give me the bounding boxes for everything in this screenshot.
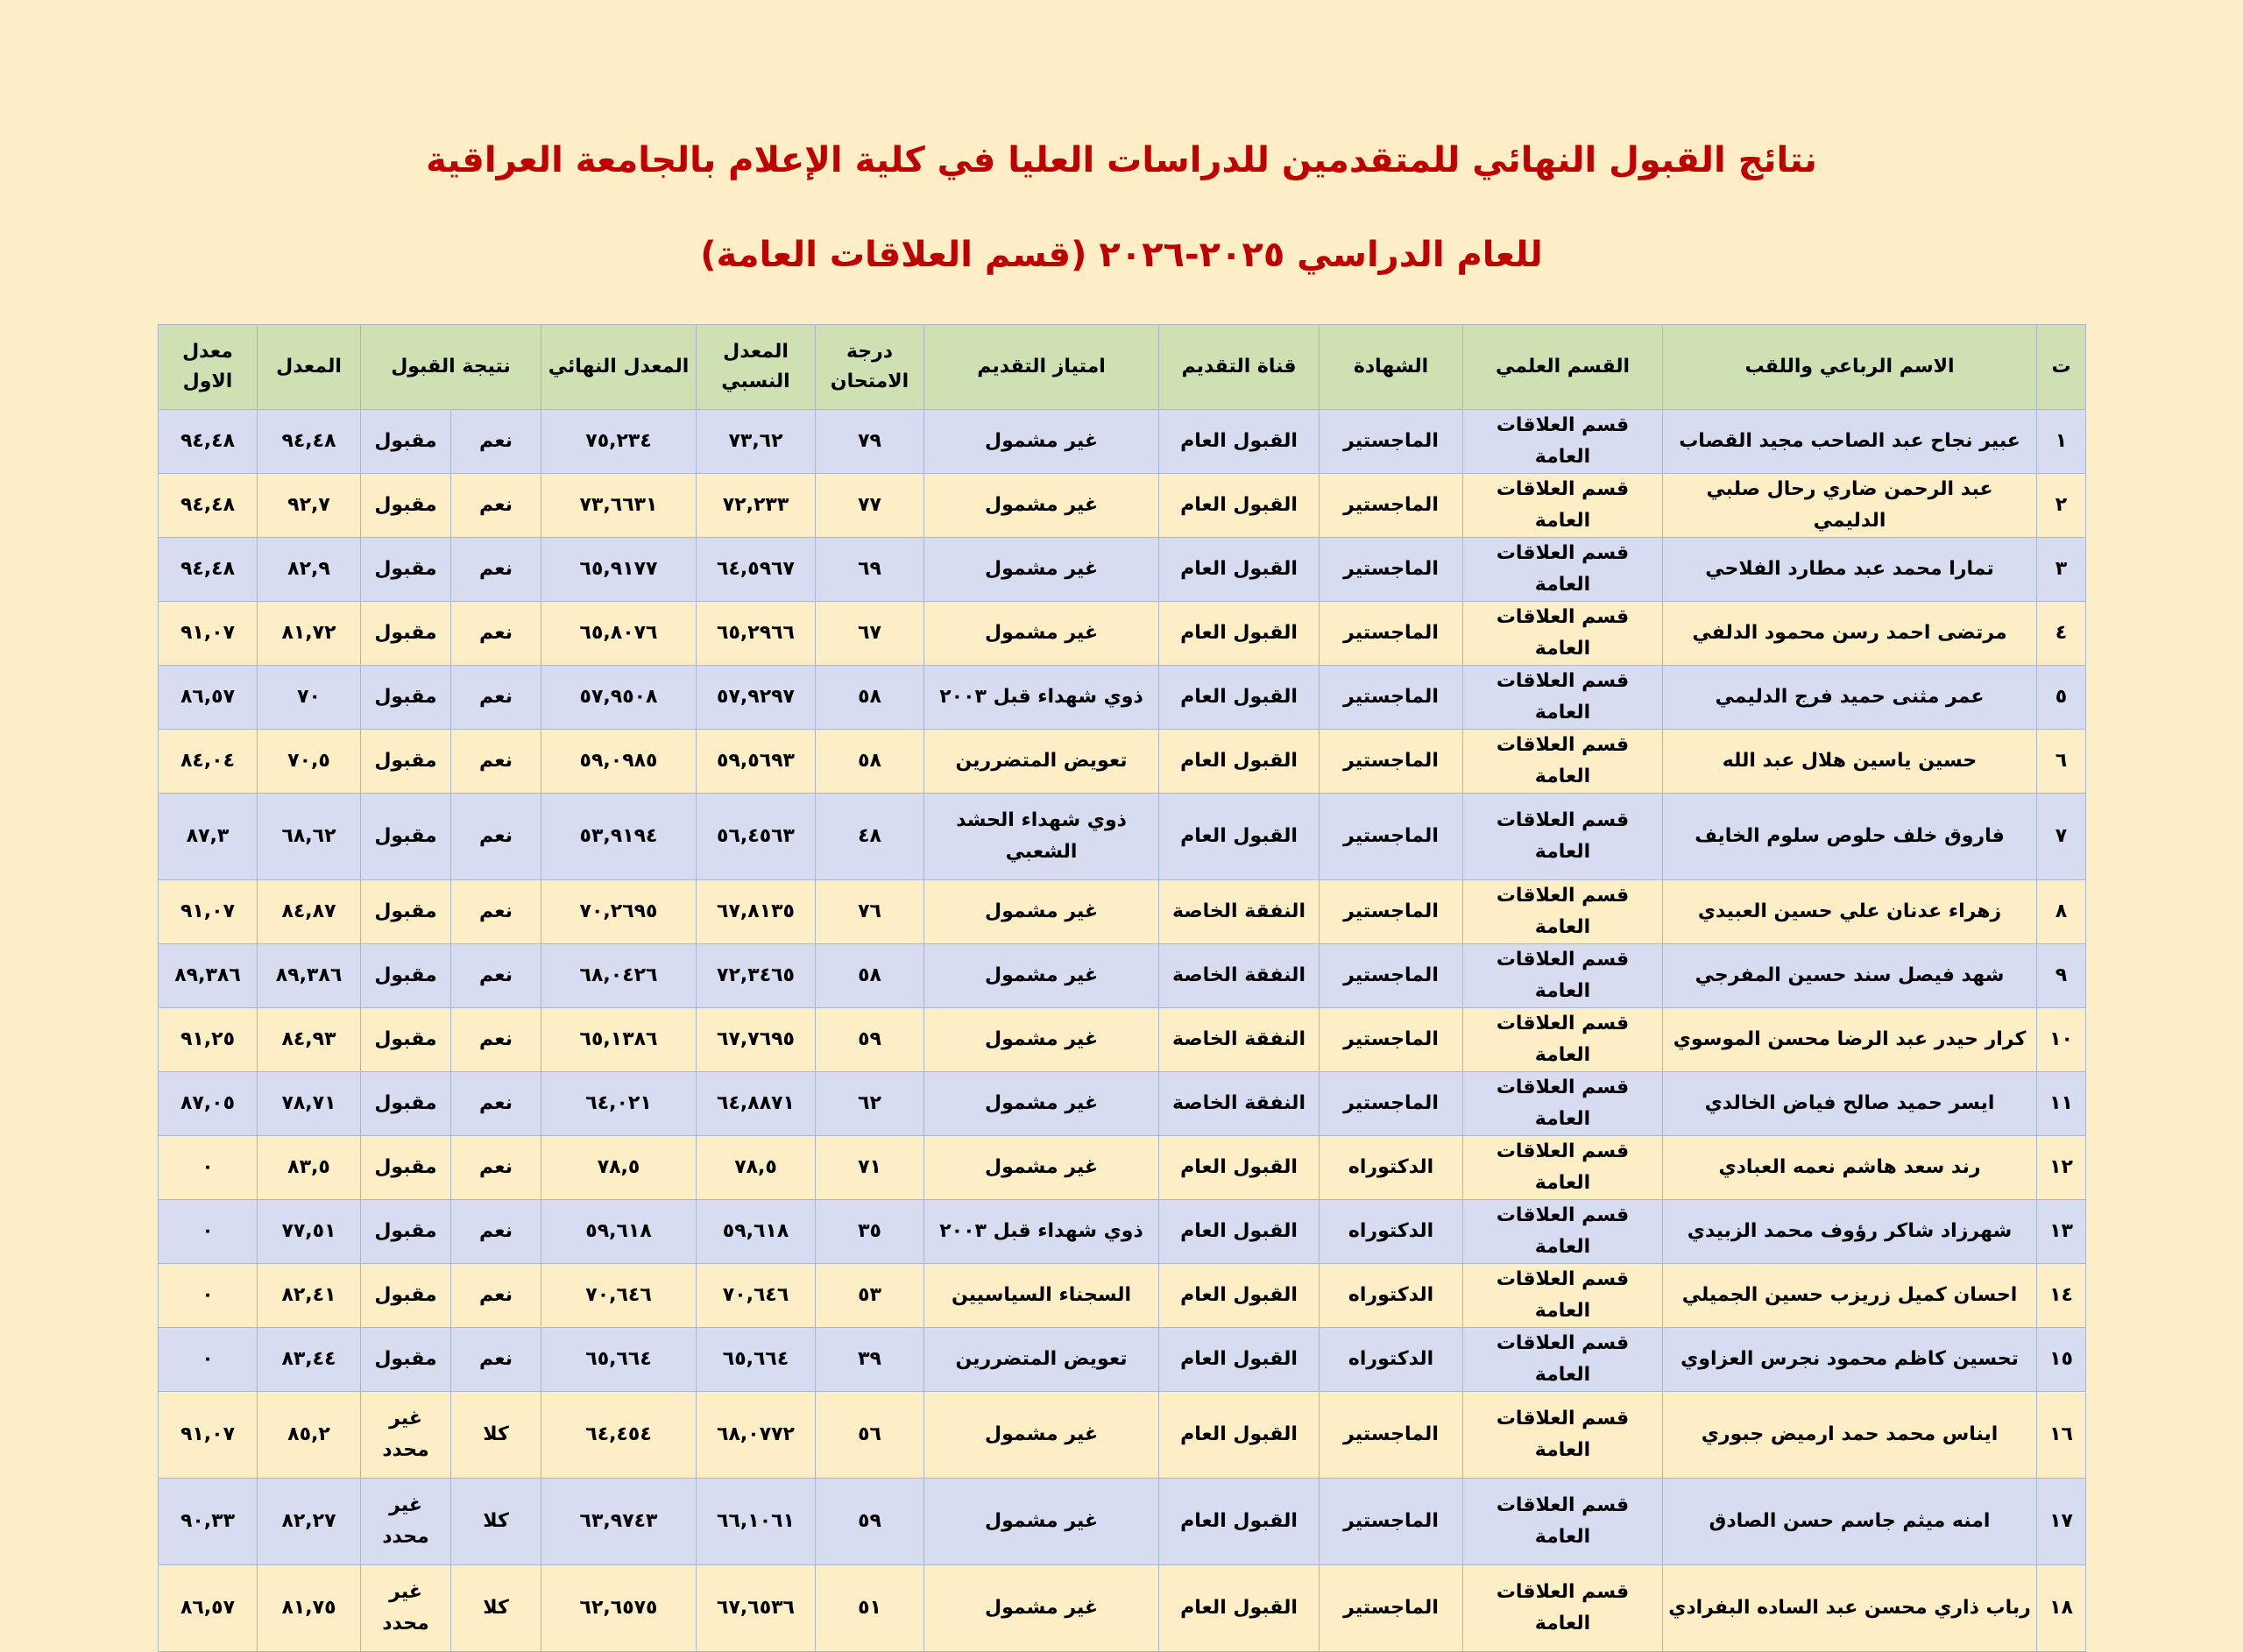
cell-final-average: ٧٠,٦٤٦ — [541, 1264, 697, 1328]
cell-top-average: ٠ — [159, 1328, 258, 1392]
cell-exam-score: ٥٩ — [816, 1479, 924, 1565]
cell-degree: الدكتوراه — [1320, 1136, 1463, 1200]
cell-relative-average: ٧٨,٥ — [697, 1136, 816, 1200]
cell-degree: الدكتوراه — [1320, 1200, 1463, 1264]
cell-privilege: غير مشمول — [924, 1479, 1159, 1565]
cell-top-average: ٠ — [159, 1136, 258, 1200]
cell-exam-score: ٦٧ — [816, 602, 924, 666]
cell-average: ٨٢,٤١ — [258, 1264, 361, 1328]
cell-relative-average: ٥٩,٦١٨ — [697, 1200, 816, 1264]
cell-status: مقبول — [361, 1008, 451, 1072]
cell-average: ٧٠ — [258, 666, 361, 730]
cell-degree: الماجستير — [1320, 730, 1463, 794]
cell-top-average: ٩٤,٤٨ — [159, 474, 258, 538]
cell-average: ٩٤,٤٨ — [258, 410, 361, 474]
cell-admitted: نعم — [451, 538, 541, 602]
cell-degree: الماجستير — [1320, 602, 1463, 666]
cell-serial: ٩ — [2037, 944, 2086, 1008]
cell-department: قسم العلاقات العامة — [1463, 1328, 1663, 1392]
cell-privilege: غير مشمول — [924, 944, 1159, 1008]
cell-relative-average: ٧٢,٢٣٣ — [697, 474, 816, 538]
cell-channel: القبول العام — [1159, 730, 1320, 794]
cell-status: غير محدد — [361, 1565, 451, 1652]
cell-final-average: ٦٥,١٣٨٦ — [541, 1008, 697, 1072]
cell-exam-score: ٥٨ — [816, 944, 924, 1008]
table-row — [159, 730, 2086, 794]
cell-serial: ١٨ — [2037, 1565, 2086, 1652]
cell-top-average: ٩٤,٤٨ — [159, 538, 258, 602]
header-privilege: امتياز التقديم — [924, 325, 1159, 410]
table-row — [159, 602, 2086, 666]
cell-degree: الماجستير — [1320, 944, 1463, 1008]
cell-exam-score: ٤٨ — [816, 794, 924, 880]
cell-relative-average: ٦٨,٠٧٧٢ — [697, 1392, 816, 1479]
cell-privilege: غير مشمول — [924, 602, 1159, 666]
cell-serial: ١٣ — [2037, 1200, 2086, 1264]
cell-average: ٧٠,٥ — [258, 730, 361, 794]
cell-final-average: ٦٤,٠٢١ — [541, 1072, 697, 1136]
cell-admitted: نعم — [451, 1200, 541, 1264]
cell-admitted: نعم — [451, 1008, 541, 1072]
cell-department: قسم العلاقات العامة — [1463, 474, 1663, 538]
cell-average: ٨٤,٨٧ — [258, 880, 361, 944]
document-subtitle: للعام الدراسي ٢٠٢٥-٢٠٢٦ (قسم العلاقات العامة) — [700, 235, 1543, 275]
table-row — [159, 1392, 2086, 1479]
cell-degree: الماجستير — [1320, 666, 1463, 730]
cell-degree: الماجستير — [1320, 1479, 1463, 1565]
cell-serial: ١٦ — [2037, 1392, 2086, 1479]
cell-final-average: ٦٢,٦٥٧٥ — [541, 1565, 697, 1652]
cell-serial: ١٢ — [2037, 1136, 2086, 1200]
cell-department: قسم العلاقات العامة — [1463, 944, 1663, 1008]
cell-privilege: ذوي شهداء قبل ٢٠٠٣ — [924, 666, 1159, 730]
cell-serial: ١٧ — [2037, 1479, 2086, 1565]
cell-channel: النفقة الخاصة — [1159, 1008, 1320, 1072]
cell-channel: النفقة الخاصة — [1159, 944, 1320, 1008]
cell-name: رند سعد هاشم نعمه العبادي — [1663, 1136, 2037, 1200]
cell-admitted: نعم — [451, 1072, 541, 1136]
cell-privilege: غير مشمول — [924, 474, 1159, 538]
cell-top-average: ٩٤,٤٨ — [159, 410, 258, 474]
cell-admitted: نعم — [451, 474, 541, 538]
cell-channel: القبول العام — [1159, 538, 1320, 602]
cell-channel: النفقة الخاصة — [1159, 880, 1320, 944]
results-body — [159, 410, 2086, 1652]
cell-average: ٨٢,٢٧ — [258, 1479, 361, 1565]
table-row — [159, 1264, 2086, 1328]
document-title: نتائج القبول النهائي للمتقدمين للدراسات العليا في كلية الإعلام بالجامعة العراقية — [426, 140, 1817, 180]
header-final-average: المعدل النهائي — [541, 325, 697, 410]
cell-name: احسان كميل زريزب حسين الجميلي — [1663, 1264, 2037, 1328]
cell-top-average: ٠ — [159, 1200, 258, 1264]
cell-admitted: نعم — [451, 794, 541, 880]
cell-status: مقبول — [361, 1328, 451, 1392]
cell-department: قسم العلاقات العامة — [1463, 1072, 1663, 1136]
table-row — [159, 538, 2086, 602]
cell-exam-score: ٥٣ — [816, 1264, 924, 1328]
header-name: الاسم الرباعي واللقب — [1663, 325, 2037, 410]
cell-average: ٨٣,٤٤ — [258, 1328, 361, 1392]
cell-channel: النفقة الخاصة — [1159, 1072, 1320, 1136]
cell-exam-score: ٧٩ — [816, 410, 924, 474]
cell-degree: الماجستير — [1320, 474, 1463, 538]
cell-status: مقبول — [361, 538, 451, 602]
cell-channel: القبول العام — [1159, 1200, 1320, 1264]
cell-name: حسين ياسين هلال عبد الله — [1663, 730, 2037, 794]
cell-serial: ١٤ — [2037, 1264, 2086, 1328]
table-row — [159, 1072, 2086, 1136]
cell-privilege: ذوي شهداء قبل ٢٠٠٣ — [924, 1200, 1159, 1264]
cell-name: تحسين كاظم محمود نجرس العزاوي — [1663, 1328, 2037, 1392]
cell-department: قسم العلاقات العامة — [1463, 1565, 1663, 1652]
cell-serial: ٣ — [2037, 538, 2086, 602]
cell-top-average: ٨٩,٣٨٦ — [159, 944, 258, 1008]
cell-name: امنه ميثم جاسم حسن الصادق — [1663, 1479, 2037, 1565]
cell-serial: ١١ — [2037, 1072, 2086, 1136]
table-row — [159, 1136, 2086, 1200]
cell-privilege: غير مشمول — [924, 1392, 1159, 1479]
cell-degree: الماجستير — [1320, 538, 1463, 602]
cell-status: مقبول — [361, 944, 451, 1008]
cell-relative-average: ٥٦,٤٥٦٣ — [697, 794, 816, 880]
cell-relative-average: ٧٢,٣٤٦٥ — [697, 944, 816, 1008]
cell-degree: الدكتوراه — [1320, 1328, 1463, 1392]
cell-department: قسم العلاقات العامة — [1463, 1392, 1663, 1479]
cell-serial: ١٠ — [2037, 1008, 2086, 1072]
table-row — [159, 1328, 2086, 1392]
cell-admitted: كلا — [451, 1392, 541, 1479]
header-top-average: معدل الاول — [159, 325, 258, 410]
cell-top-average: ٩١,٢٥ — [159, 1008, 258, 1072]
cell-status: مقبول — [361, 1264, 451, 1328]
cell-exam-score: ٧١ — [816, 1136, 924, 1200]
cell-name: ايسر حميد صالح فياض الخالدي — [1663, 1072, 2037, 1136]
table-row — [159, 1565, 2086, 1652]
cell-exam-score: ٥٨ — [816, 730, 924, 794]
cell-degree: الماجستير — [1320, 1392, 1463, 1479]
cell-top-average: ٠ — [159, 1264, 258, 1328]
cell-serial: ٨ — [2037, 880, 2086, 944]
cell-department: قسم العلاقات العامة — [1463, 1264, 1663, 1328]
cell-privilege: السجناء السياسيين — [924, 1264, 1159, 1328]
cell-department: قسم العلاقات العامة — [1463, 1136, 1663, 1200]
cell-channel: القبول العام — [1159, 1328, 1320, 1392]
cell-top-average: ٨٧,٣ — [159, 794, 258, 880]
cell-admitted: نعم — [451, 666, 541, 730]
cell-serial: ١٥ — [2037, 1328, 2086, 1392]
cell-channel: القبول العام — [1159, 410, 1320, 474]
cell-admitted: نعم — [451, 1264, 541, 1328]
cell-status: مقبول — [361, 410, 451, 474]
cell-top-average: ٨٦,٥٧ — [159, 666, 258, 730]
table-row — [159, 1200, 2086, 1264]
cell-serial: ١ — [2037, 410, 2086, 474]
cell-name: شهرزاد شاكر رؤوف محمد الزبيدي — [1663, 1200, 2037, 1264]
cell-relative-average: ٦٦,١٠٦١ — [697, 1479, 816, 1565]
cell-degree: الماجستير — [1320, 1072, 1463, 1136]
cell-top-average: ٨٤,٠٤ — [159, 730, 258, 794]
cell-admitted: نعم — [451, 730, 541, 794]
cell-privilege: غير مشمول — [924, 1136, 1159, 1200]
cell-top-average: ٩١,٠٧ — [159, 1392, 258, 1479]
cell-channel: القبول العام — [1159, 666, 1320, 730]
header-degree: الشهادة — [1320, 325, 1463, 410]
cell-relative-average: ٦٧,٧٦٩٥ — [697, 1008, 816, 1072]
cell-exam-score: ٦٩ — [816, 538, 924, 602]
cell-top-average: ٩١,٠٧ — [159, 880, 258, 944]
cell-status: مقبول — [361, 474, 451, 538]
header-channel: قناة التقديم — [1159, 325, 1320, 410]
cell-relative-average: ٦٧,٨١٣٥ — [697, 880, 816, 944]
cell-privilege: ذوي شهداء الحشد الشعبي — [924, 794, 1159, 880]
cell-degree: الماجستير — [1320, 1565, 1463, 1652]
cell-final-average: ٧٣,٦٦٣١ — [541, 474, 697, 538]
cell-admitted: نعم — [451, 410, 541, 474]
table-row — [159, 880, 2086, 944]
cell-serial: ٢ — [2037, 474, 2086, 538]
header-relative-average: المعدل النسبي — [697, 325, 816, 410]
cell-final-average: ٥٩,٦١٨ — [541, 1200, 697, 1264]
cell-degree: الماجستير — [1320, 1008, 1463, 1072]
cell-name: تمارا محمد عبد مطارد الفلاحي — [1663, 538, 2037, 602]
cell-degree: الماجستير — [1320, 410, 1463, 474]
header-admission-result: نتيجة القبول — [361, 325, 541, 410]
header-serial: ت — [2037, 325, 2086, 410]
cell-final-average: ٦٤,٤٥٤ — [541, 1392, 697, 1479]
cell-privilege: غير مشمول — [924, 538, 1159, 602]
cell-final-average: ٧٨,٥ — [541, 1136, 697, 1200]
header-exam-score: درجة الامتحان — [816, 325, 924, 410]
cell-degree: الدكتوراه — [1320, 1264, 1463, 1328]
cell-relative-average: ٦٥,٢٩٦٦ — [697, 602, 816, 666]
cell-exam-score: ٥٩ — [816, 1008, 924, 1072]
cell-average: ٧٨,٧١ — [258, 1072, 361, 1136]
cell-admitted: نعم — [451, 1328, 541, 1392]
cell-channel: القبول العام — [1159, 1264, 1320, 1328]
cell-serial: ٦ — [2037, 730, 2086, 794]
results-table — [158, 324, 2086, 1652]
cell-final-average: ٧٠,٢٦٩٥ — [541, 880, 697, 944]
cell-channel: القبول العام — [1159, 1136, 1320, 1200]
cell-final-average: ٦٣,٩٧٤٣ — [541, 1479, 697, 1565]
cell-average: ٦٨,٦٢ — [258, 794, 361, 880]
cell-department: قسم العلاقات العامة — [1463, 794, 1663, 880]
header-row — [159, 325, 2086, 410]
cell-average: ٨٤,٩٣ — [258, 1008, 361, 1072]
cell-channel: القبول العام — [1159, 1392, 1320, 1479]
cell-relative-average: ٦٤,٨٨٧١ — [697, 1072, 816, 1136]
cell-name: عبد الرحمن ضاري رحال صلبي الدليمي — [1663, 474, 2037, 538]
cell-average: ٨٩,٣٨٦ — [258, 944, 361, 1008]
cell-channel: القبول العام — [1159, 474, 1320, 538]
cell-privilege: تعويض المتضررين — [924, 1328, 1159, 1392]
cell-exam-score: ٧٧ — [816, 474, 924, 538]
cell-status: مقبول — [361, 730, 451, 794]
cell-department: قسم العلاقات العامة — [1463, 666, 1663, 730]
header-department: القسم العلمي — [1463, 325, 1663, 410]
cell-relative-average: ٥٧,٩٢٩٧ — [697, 666, 816, 730]
cell-top-average: ٨٧,٠٥ — [159, 1072, 258, 1136]
cell-serial: ٧ — [2037, 794, 2086, 880]
cell-average: ٨٢,٩ — [258, 538, 361, 602]
cell-final-average: ٧٥,٢٣٤ — [541, 410, 697, 474]
cell-average: ٨١,٧٢ — [258, 602, 361, 666]
cell-average: ٨٣,٥ — [258, 1136, 361, 1200]
cell-exam-score: ٦٢ — [816, 1072, 924, 1136]
table-row — [159, 1008, 2086, 1072]
cell-department: قسم العلاقات العامة — [1463, 730, 1663, 794]
cell-degree: الماجستير — [1320, 880, 1463, 944]
cell-serial: ٥ — [2037, 666, 2086, 730]
cell-average: ٩٢,٧ — [258, 474, 361, 538]
cell-average: ٧٧,٥١ — [258, 1200, 361, 1264]
cell-name: كرار حيدر عبد الرضا محسن الموسوي — [1663, 1008, 2037, 1072]
cell-department: قسم العلاقات العامة — [1463, 538, 1663, 602]
cell-exam-score: ٥٨ — [816, 666, 924, 730]
cell-privilege: غير مشمول — [924, 1072, 1159, 1136]
cell-status: مقبول — [361, 1136, 451, 1200]
cell-average: ٨٥,٢ — [258, 1392, 361, 1479]
cell-relative-average: ٥٩,٥٦٩٣ — [697, 730, 816, 794]
cell-department: قسم العلاقات العامة — [1463, 1008, 1663, 1072]
table-row — [159, 944, 2086, 1008]
cell-privilege: غير مشمول — [924, 1008, 1159, 1072]
cell-final-average: ٦٥,٩١٧٧ — [541, 538, 697, 602]
cell-relative-average: ٦٤,٥٩٦٧ — [697, 538, 816, 602]
cell-name: عبير نجاح عبد الصاحب مجيد القصاب — [1663, 410, 2037, 474]
cell-exam-score: ٣٩ — [816, 1328, 924, 1392]
cell-final-average: ٦٥,٦٦٤ — [541, 1328, 697, 1392]
cell-status: غير محدد — [361, 1479, 451, 1565]
cell-relative-average: ٦٧,٦٥٣٦ — [697, 1565, 816, 1652]
cell-exam-score: ٥٦ — [816, 1392, 924, 1479]
cell-privilege: غير مشمول — [924, 410, 1159, 474]
cell-exam-score: ٧٦ — [816, 880, 924, 944]
cell-name: عمر مثنى حميد فرج الدليمي — [1663, 666, 2037, 730]
cell-final-average: ٥٣,٩١٩٤ — [541, 794, 697, 880]
cell-final-average: ٦٨,٠٤٢٦ — [541, 944, 697, 1008]
cell-name: زهراء عدنان علي حسين العبيدي — [1663, 880, 2037, 944]
cell-name: مرتضى احمد رسن محمود الدلفي — [1663, 602, 2037, 666]
table-row — [159, 474, 2086, 538]
cell-admitted: نعم — [451, 944, 541, 1008]
cell-status: غير محدد — [361, 1392, 451, 1479]
cell-top-average: ٨٦,٥٧ — [159, 1565, 258, 1652]
cell-status: مقبول — [361, 602, 451, 666]
cell-status: مقبول — [361, 1200, 451, 1264]
table-row — [159, 666, 2086, 730]
cell-status: مقبول — [361, 666, 451, 730]
cell-name: فاروق خلف حلوص سلوم الخايف — [1663, 794, 2037, 880]
cell-relative-average: ٧٠,٦٤٦ — [697, 1264, 816, 1328]
cell-name: ايناس محمد حمد ارميض جبوري — [1663, 1392, 2037, 1479]
cell-department: قسم العلاقات العامة — [1463, 1200, 1663, 1264]
cell-admitted: كلا — [451, 1565, 541, 1652]
cell-department: قسم العلاقات العامة — [1463, 1479, 1663, 1565]
cell-exam-score: ٥١ — [816, 1565, 924, 1652]
cell-degree: الماجستير — [1320, 794, 1463, 880]
cell-privilege: غير مشمول — [924, 880, 1159, 944]
cell-average: ٨١,٧٥ — [258, 1565, 361, 1652]
cell-relative-average: ٧٣,٦٢ — [697, 410, 816, 474]
cell-exam-score: ٣٥ — [816, 1200, 924, 1264]
cell-department: قسم العلاقات العامة — [1463, 602, 1663, 666]
cell-final-average: ٥٧,٩٥٠٨ — [541, 666, 697, 730]
cell-channel: القبول العام — [1159, 1565, 1320, 1652]
cell-name: شهد فيصل سند حسين المفرجي — [1663, 944, 2037, 1008]
cell-final-average: ٦٥,٨٠٧٦ — [541, 602, 697, 666]
cell-top-average: ٩٠,٣٣ — [159, 1479, 258, 1565]
table-row — [159, 410, 2086, 474]
cell-final-average: ٥٩,٠٩٨٥ — [541, 730, 697, 794]
cell-serial: ٤ — [2037, 602, 2086, 666]
cell-admitted: نعم — [451, 1136, 541, 1200]
cell-department: قسم العلاقات العامة — [1463, 410, 1663, 474]
table-row — [159, 1479, 2086, 1565]
cell-relative-average: ٦٥,٦٦٤ — [697, 1328, 816, 1392]
cell-admitted: نعم — [451, 880, 541, 944]
cell-status: مقبول — [361, 1072, 451, 1136]
table-row — [159, 794, 2086, 880]
cell-channel: القبول العام — [1159, 794, 1320, 880]
header-average: المعدل — [258, 325, 361, 410]
cell-status: مقبول — [361, 794, 451, 880]
cell-channel: القبول العام — [1159, 602, 1320, 666]
cell-name: رباب ذاري محسن عبد الساده البفرادي — [1663, 1565, 2037, 1652]
cell-channel: القبول العام — [1159, 1479, 1320, 1565]
cell-privilege: غير مشمول — [924, 1565, 1159, 1652]
cell-admitted: كلا — [451, 1479, 541, 1565]
cell-admitted: نعم — [451, 602, 541, 666]
cell-top-average: ٩١,٠٧ — [159, 602, 258, 666]
cell-privilege: تعويض المتضررين — [924, 730, 1159, 794]
cell-status: مقبول — [361, 880, 451, 944]
cell-department: قسم العلاقات العامة — [1463, 880, 1663, 944]
